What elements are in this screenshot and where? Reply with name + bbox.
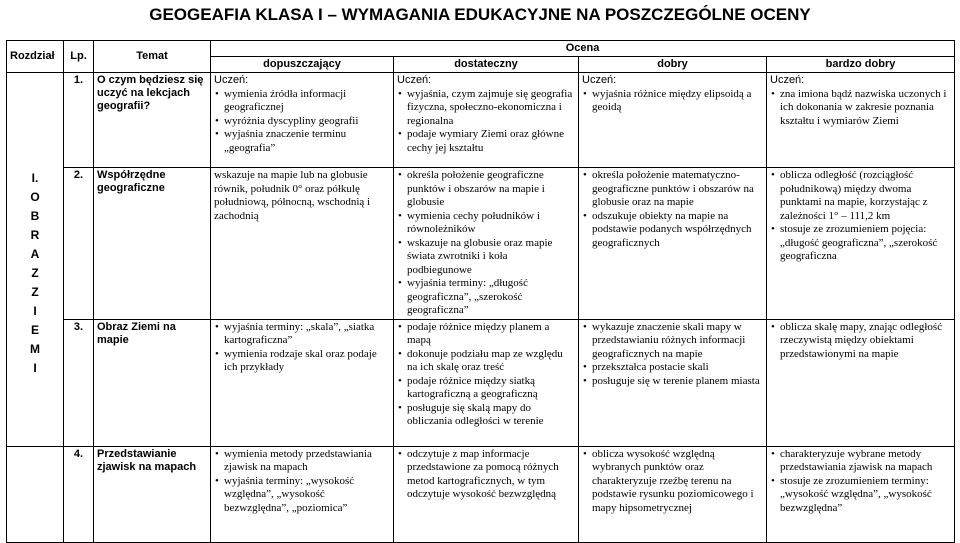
requirement-item: • charakteryzuje wybrane metody przedstawiania zjawisk na mapach [780, 448, 951, 475]
requirement-item: • wyjaśnia terminy: „długość geograficzna”, „szerokość geograficzna” [407, 277, 575, 318]
requirement-cell [579, 168, 767, 320]
requirement-item: • odszukuje obiekty na mapie na podstawie podanych współrzędnych geograficznych [592, 210, 763, 251]
requirement-item: • zna imiona bądź nazwiska uczonych i ich dokonania w zakresie poznania kształtu i wymiarów Ziemi [780, 88, 951, 129]
requirement-item: • oblicza skalę mapy, znając odległość rzeczywistą między obiektami przedstawionymi na mapie [780, 321, 951, 362]
requirement-cell [211, 168, 394, 320]
requirement-cell [767, 73, 955, 168]
requirement-item: • odczytuje z map informacje przedstawione za pomocą różnych metod kartograficznych, w tym odczytuje wysokość bezwzględną [407, 448, 575, 502]
requirement-item: • wyjaśnia, czym zajmuje się geografia fizyczna, społeczno-ekonomiczna i regionalna [407, 88, 575, 129]
grade-header-dostateczny: dostateczny [394, 57, 579, 73]
table-row [7, 73, 955, 168]
topic-cell: O czym będziesz się uczyć na lekcjach geografii? [94, 73, 211, 168]
topic-cell: Współrzędne geograficzne [94, 168, 211, 320]
requirement-item: • podaje wymiary Ziemi oraz główne cechy jej kształtu [407, 128, 575, 155]
requirement-item: • wskazuje na globusie oraz mapie świata zwrotniki i koła podbiegunowe [407, 237, 575, 278]
requirement-item: • wyjaśnia terminy: „skala”, „siatka kartograficzna” [224, 321, 390, 348]
requirement-item: • posługuje się skalą mapy do obliczania odległości w terenie [407, 402, 575, 429]
chapter-cell-top [7, 73, 64, 168]
row-number: 3. [64, 319, 94, 446]
requirement-item: • stosuje ze zrozumieniem pojęcia: „długość geograficzna”, „szerokość geograficzna [780, 223, 951, 264]
requirement-item: • wyjaśnia znaczenie terminu „geografia” [224, 128, 390, 155]
requirement-cell [211, 319, 394, 446]
requirement-cell [211, 446, 394, 542]
chapter-cell-bottom [7, 446, 64, 542]
requirements-table [6, 40, 955, 543]
requirement-cell [394, 73, 579, 168]
requirement-item: • podaje różnice między siatką kartograficzną a geograficzną [407, 375, 575, 402]
requirement-cell [394, 446, 579, 542]
requirement-item: • oblicza wysokość względną wybranych punktów oraz charakteryzuje rzeźbę terenu na podstawie rysunku poziomicowego i mapy hipsometrycznej [592, 448, 763, 516]
page-title: GEOGEAFIA KLASA I – WYMAGANIA EDUKACYJNE NA POSZCZEGÓLNE OCENY [149, 5, 811, 24]
table-row [7, 319, 955, 446]
grade-header-dobry: dobry [579, 57, 767, 73]
requirement-cell [579, 446, 767, 542]
row-number: 1. [64, 73, 94, 168]
requirement-item: • określa położenie matematyczno-geograficzne punktów i obszarów na globusie oraz na mapie [592, 169, 763, 210]
topic-cell: Przedstawianie zjawisk na mapach [94, 446, 211, 542]
uczen-label: Uczeń: [770, 74, 805, 86]
chapter-label-vertical: I. O B R A Z Z I E M I [7, 168, 64, 447]
requirement-item: • podaje różnice między planem a mapą [407, 321, 575, 348]
requirement-cell [394, 168, 579, 320]
requirement-cell [767, 168, 955, 320]
table-row [7, 446, 955, 542]
requirement-item: • wymienia cechy południków i równoleżników [407, 210, 575, 237]
requirement-item: • wyjaśnia różnice między elipsoidą a geoidą [592, 88, 763, 115]
uczen-label: Uczeń: [397, 74, 432, 86]
grade-header-bardzo-dobry: bardzo dobry [767, 57, 955, 73]
requirement-item: • wyróżnia dyscypliny geografii [224, 115, 390, 129]
requirement-text: wskazuje na mapie lub na globusie równik, południk 0° oraz półkulę południową, północną, wschodnią i zachodnią [214, 169, 371, 222]
requirement-item: • określa położenie geograficzne punktów i obszarów na mapie i globusie [407, 169, 575, 210]
row-number: 4. [64, 446, 94, 542]
requirement-cell [579, 73, 767, 168]
requirement-cell [579, 319, 767, 446]
requirement-cell [767, 319, 955, 446]
requirement-item: • dokonuje podziału map ze względu na ich skalę oraz treść [407, 348, 575, 375]
grade-header-dopuszczajacy: dopuszczający [211, 57, 394, 73]
table-row [7, 168, 955, 320]
requirement-item: • posługuje się w terenie planem miasta [592, 375, 763, 389]
row-number: 2. [64, 168, 94, 320]
requirement-item: • wymienia źródła informacji geograficznej [224, 88, 390, 115]
header-ocena: Ocena [211, 41, 955, 57]
header-lp: Lp. [64, 41, 94, 73]
header-rozdzial: Rozdział [7, 41, 64, 73]
requirement-cell [767, 446, 955, 542]
requirement-item: • przekształca postacie skali [592, 361, 763, 375]
requirement-item: • wymienia rodzaje skal oraz podaje ich przykłady [224, 348, 390, 375]
requirement-item: • oblicza odległość (rozciągłość południkową) między dwoma punktami na mapie, korzystając z zależności 1° – 111,2 km [780, 169, 951, 223]
topic-cell: Obraz Ziemi na mapie [94, 319, 211, 446]
header-temat: Temat [94, 41, 211, 73]
uczen-label: Uczeń: [214, 74, 249, 86]
requirement-item: • wykazuje znaczenie skali mapy w przedstawianiu różnych informacji geograficznych na mapie [592, 321, 763, 362]
requirement-cell [211, 73, 394, 168]
requirement-item: • wyjaśnia terminy: „wysokość względna”, „wysokość bezwzględna”, „poziomica” [224, 475, 390, 516]
requirement-cell [394, 319, 579, 446]
requirement-item: • stosuje ze zrozumieniem terminy: „wysokość względna”, „wysokość bezwzględna” [780, 475, 951, 516]
requirement-item: • wymienia metody przedstawiania zjawisk na mapach [224, 448, 390, 475]
uczen-label: Uczeń: [582, 74, 617, 86]
